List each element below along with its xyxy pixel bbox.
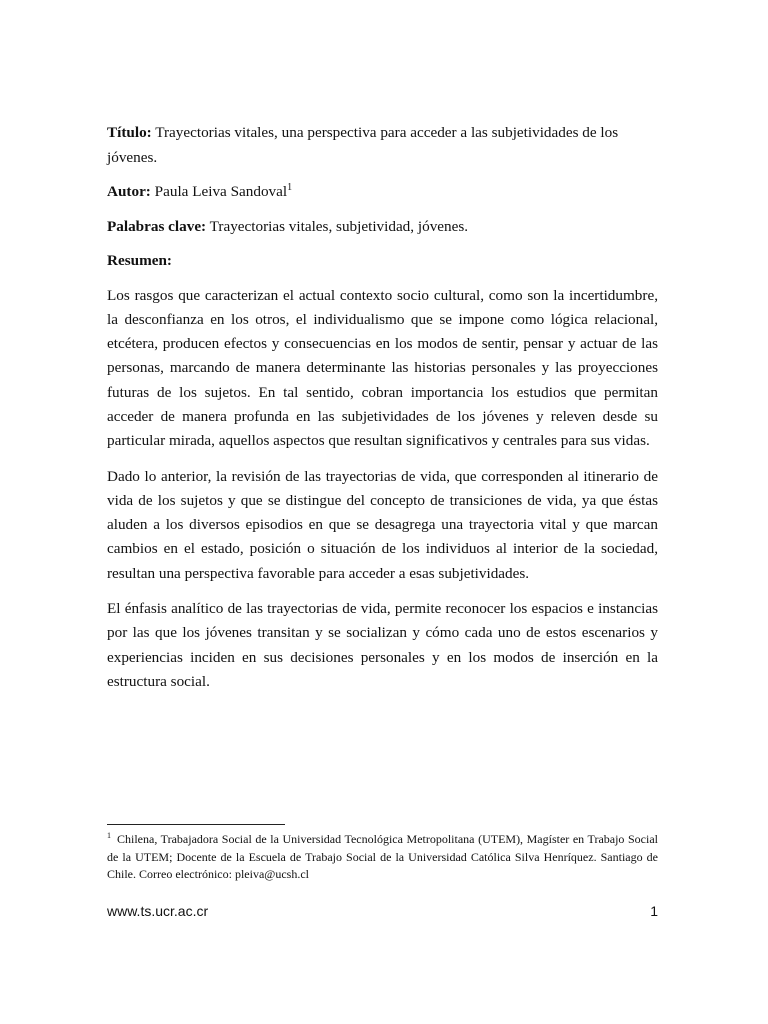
- author-label: Autor:: [107, 183, 151, 200]
- title-label: Título:: [107, 124, 152, 141]
- page-footer: [107, 903, 658, 919]
- footer-website-link[interactable]: www.ts.ucr.ac.cr: [107, 903, 209, 919]
- footnote-mark: 1: [107, 831, 111, 840]
- author-footnote-mark[interactable]: 1: [287, 181, 293, 193]
- footnote: [107, 831, 658, 884]
- paragraph: Los rasgos que caracterizan el actual contexto socio cultural, como son la incertidumbre, la desconfianza en los otros, el individualismo que se impone como lógica relacional, etcétera, producen efectos y consecuencias en los modos de sentir, pensar y actuar de las personas, marcando de manera determinante las historias personales y las proyecciones futuras de los sujetos. En tal sentido, cobran importancia los estudios que permitan acceder de manera profunda en las subjetividades de los jóvenes y releven desde su particular mirada, aquellos aspectos que resultan significativos y centrales para sus vidas.: [107, 286, 658, 450]
- page-number: 1: [650, 903, 658, 919]
- keywords-label: Palabras clave:: [107, 217, 207, 235]
- title-text: Trayectorias vitales, una perspectiva para acceder a las subjetividades de los jóvenes.: [107, 124, 619, 166]
- keywords-text: Trayectorias vitales, subjetividad, jóvenes.: [206, 217, 469, 235]
- keywords-line: [107, 215, 658, 240]
- abstract-heading-text: Resumen:: [107, 252, 172, 269]
- footnote-divider: [107, 824, 285, 825]
- author-line: [107, 180, 658, 205]
- paragraph: El énfasis analítico de las trayectorias de vida, permite reconocer los espacios e instancias por las que los jóvenes transitan y se socializan y cómo cada uno de estos escenarios y experiencias inciden en sus decisiones personales y en los modos de inserción en la estructura social.: [107, 600, 658, 690]
- title-line: [107, 121, 658, 170]
- author-name: Paula Leiva Sandoval: [150, 183, 288, 200]
- abstract-heading: [107, 249, 658, 274]
- document-body: [107, 121, 658, 705]
- paragraph: Dado lo anterior, la revisión de las trayectorias de vida, que corresponden al itinerario de vida de los sujetos y que se distingue del concepto de transiciones de vida, ya que éstas aluden a los diversos episodios en que se desagrega una trayectoria vital y que marcan cambios en el estado, posición o situación de los individuos al interior de la sociedad, resultan una perspectiva favorable para acceder a esas subjetividades.: [107, 467, 658, 582]
- footnote-text: Chilena, Trabajadora Social de la Universidad Tecnológica Metropolitana (UTEM), Magíster en Trabajo Social de la UTEM; Docente de la Escuela de Trabajo Social de la Universidad Católica Silva Henríquez. Santiago de Chile. Correo electrónico: pleiva@ucsh.cl: [107, 832, 658, 881]
